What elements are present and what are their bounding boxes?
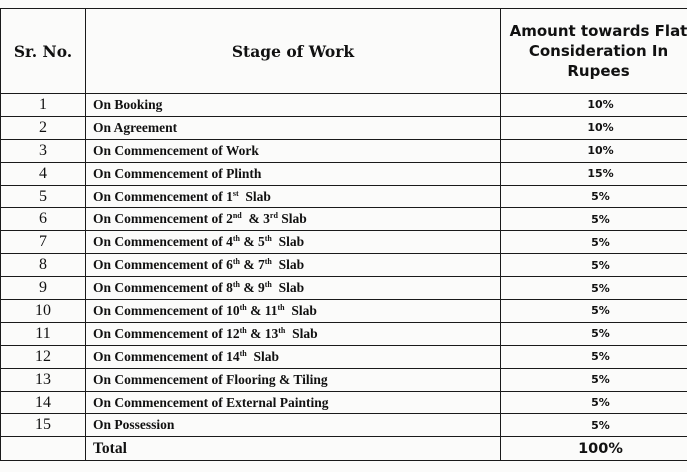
table-row — [1, 322, 687, 345]
stage-text: On Commencement of Plinth — [93, 165, 262, 181]
stage-text: Slab — [271, 234, 305, 250]
stage-text: Slab — [246, 348, 280, 364]
sr-no-cell: 9 — [1, 277, 86, 300]
table-row — [1, 208, 687, 231]
stage-cell — [86, 162, 501, 185]
stage-ordinal-suffix: th — [278, 325, 286, 335]
stage-text: On Commencement of 12 — [93, 325, 240, 341]
stage-text: & 9 — [239, 280, 265, 296]
stage-text: & 13 — [246, 325, 279, 341]
table-body — [1, 94, 687, 437]
stage-ordinal-suffix: th — [239, 325, 247, 335]
amount-cell: 15% — [501, 162, 687, 185]
header-amount-line: Rupees — [567, 62, 630, 80]
stage-text: Slab — [271, 280, 305, 296]
stage-ordinal-suffix: th — [264, 257, 272, 267]
sr-no-cell: 4 — [1, 162, 86, 185]
table-row — [1, 300, 687, 323]
stage-ordinal-suffix: th — [277, 302, 285, 312]
amount-cell: 5% — [501, 414, 687, 437]
amount-cell: 5% — [501, 391, 687, 414]
stage-text: & 11 — [246, 302, 278, 318]
stage-cell — [86, 300, 501, 323]
stage-text: On Commencement of 6 — [93, 257, 233, 273]
stage-cell — [86, 277, 501, 300]
stage-cell — [86, 185, 501, 208]
sr-no-cell: 15 — [1, 414, 86, 437]
stage-text: & 5 — [239, 234, 265, 250]
stage-text: & 7 — [239, 257, 265, 273]
total-row — [1, 437, 687, 461]
amount-cell: 5% — [501, 254, 687, 277]
sr-no-cell: 2 — [1, 116, 86, 139]
stage-cell — [86, 208, 501, 231]
stage-cell — [86, 139, 501, 162]
amount-cell: 5% — [501, 208, 687, 231]
table-row — [1, 254, 687, 277]
stage-ordinal-suffix: rd — [269, 211, 278, 221]
table-row — [1, 185, 687, 208]
stage-text: On Commencement of 10 — [93, 302, 240, 318]
stage-text: Slab — [277, 211, 307, 227]
sr-no-cell: 12 — [1, 345, 86, 368]
stage-cell — [86, 254, 501, 277]
stage-cell — [86, 345, 501, 368]
sr-no-cell: 7 — [1, 231, 86, 254]
stage-text: & 3 — [241, 211, 270, 227]
stage-text: On Commencement of Flooring & Tiling — [93, 371, 328, 387]
header-sr-no: Sr. No. — [1, 9, 86, 94]
sr-no-cell: 14 — [1, 391, 86, 414]
table-row — [1, 391, 687, 414]
stage-text: On Commencement of 14 — [93, 348, 240, 364]
table-row — [1, 231, 687, 254]
stage-text: Slab — [271, 257, 305, 273]
total-sr-cell — [1, 437, 86, 461]
total-amount: 100% — [501, 437, 687, 461]
stage-cell — [86, 322, 501, 345]
amount-cell: 5% — [501, 185, 687, 208]
stage-cell — [86, 116, 501, 139]
amount-cell: 5% — [501, 277, 687, 300]
stage-text: On Commencement of Work — [93, 142, 259, 158]
amount-cell: 5% — [501, 345, 687, 368]
amount-cell: 10% — [501, 139, 687, 162]
sr-no-cell: 3 — [1, 139, 86, 162]
header-amount — [501, 9, 687, 94]
sr-no-cell: 1 — [1, 94, 86, 117]
stage-text: On Commencement of 8 — [93, 280, 233, 296]
amount-cell: 5% — [501, 322, 687, 345]
stage-cell — [86, 414, 501, 437]
table-row — [1, 139, 687, 162]
sr-no-cell: 11 — [1, 322, 86, 345]
stage-ordinal-suffix: th — [232, 280, 240, 290]
header-stage-of-work: Stage of Work — [86, 9, 501, 94]
table-row — [1, 345, 687, 368]
amount-cell: 5% — [501, 368, 687, 391]
stage-cell — [86, 231, 501, 254]
stage-text: On Booking — [93, 96, 163, 112]
table-row — [1, 116, 687, 139]
stage-ordinal-suffix: nd — [232, 211, 242, 221]
amount-cell: 10% — [501, 94, 687, 117]
header-amount-line: Consideration In — [528, 42, 669, 60]
sr-no-cell: 8 — [1, 254, 86, 277]
stage-text: On Commencement of 1 — [93, 188, 233, 204]
stage-text: On Commencement of 2 — [93, 211, 233, 227]
stage-ordinal-suffix: th — [232, 257, 240, 267]
stage-text: On Possession — [93, 417, 175, 433]
header-amount-line: Amount towards Flat — [509, 22, 687, 40]
stage-text: On Agreement — [93, 119, 178, 135]
stage-text: Slab — [284, 302, 317, 318]
total-label: Total — [86, 437, 501, 461]
sr-no-cell: 10 — [1, 300, 86, 323]
sr-no-cell: 13 — [1, 368, 86, 391]
amount-cell: 10% — [501, 116, 687, 139]
stage-ordinal-suffix: th — [239, 348, 247, 358]
stage-text: Slab — [238, 188, 271, 204]
stage-text: On Commencement of 4 — [93, 234, 233, 250]
stage-ordinal-suffix: th — [239, 302, 247, 312]
stage-cell — [86, 391, 501, 414]
header-row — [1, 9, 687, 94]
stage-ordinal-suffix: th — [232, 234, 240, 244]
stage-cell — [86, 368, 501, 391]
stage-cell — [86, 94, 501, 117]
amount-cell: 5% — [501, 300, 687, 323]
stage-ordinal-suffix: th — [264, 234, 272, 244]
table-row — [1, 368, 687, 391]
sr-no-cell: 5 — [1, 185, 86, 208]
table-row — [1, 414, 687, 437]
stage-ordinal-suffix: st — [232, 188, 239, 198]
sr-no-cell: 6 — [1, 208, 86, 231]
stage-text: On Commencement of External Painting — [93, 394, 329, 410]
table-row — [1, 277, 687, 300]
payment-schedule-table — [0, 8, 687, 461]
amount-cell: 5% — [501, 231, 687, 254]
stage-ordinal-suffix: th — [264, 280, 272, 290]
table-row — [1, 162, 687, 185]
table-row — [1, 94, 687, 117]
stage-text: Slab — [285, 325, 318, 341]
